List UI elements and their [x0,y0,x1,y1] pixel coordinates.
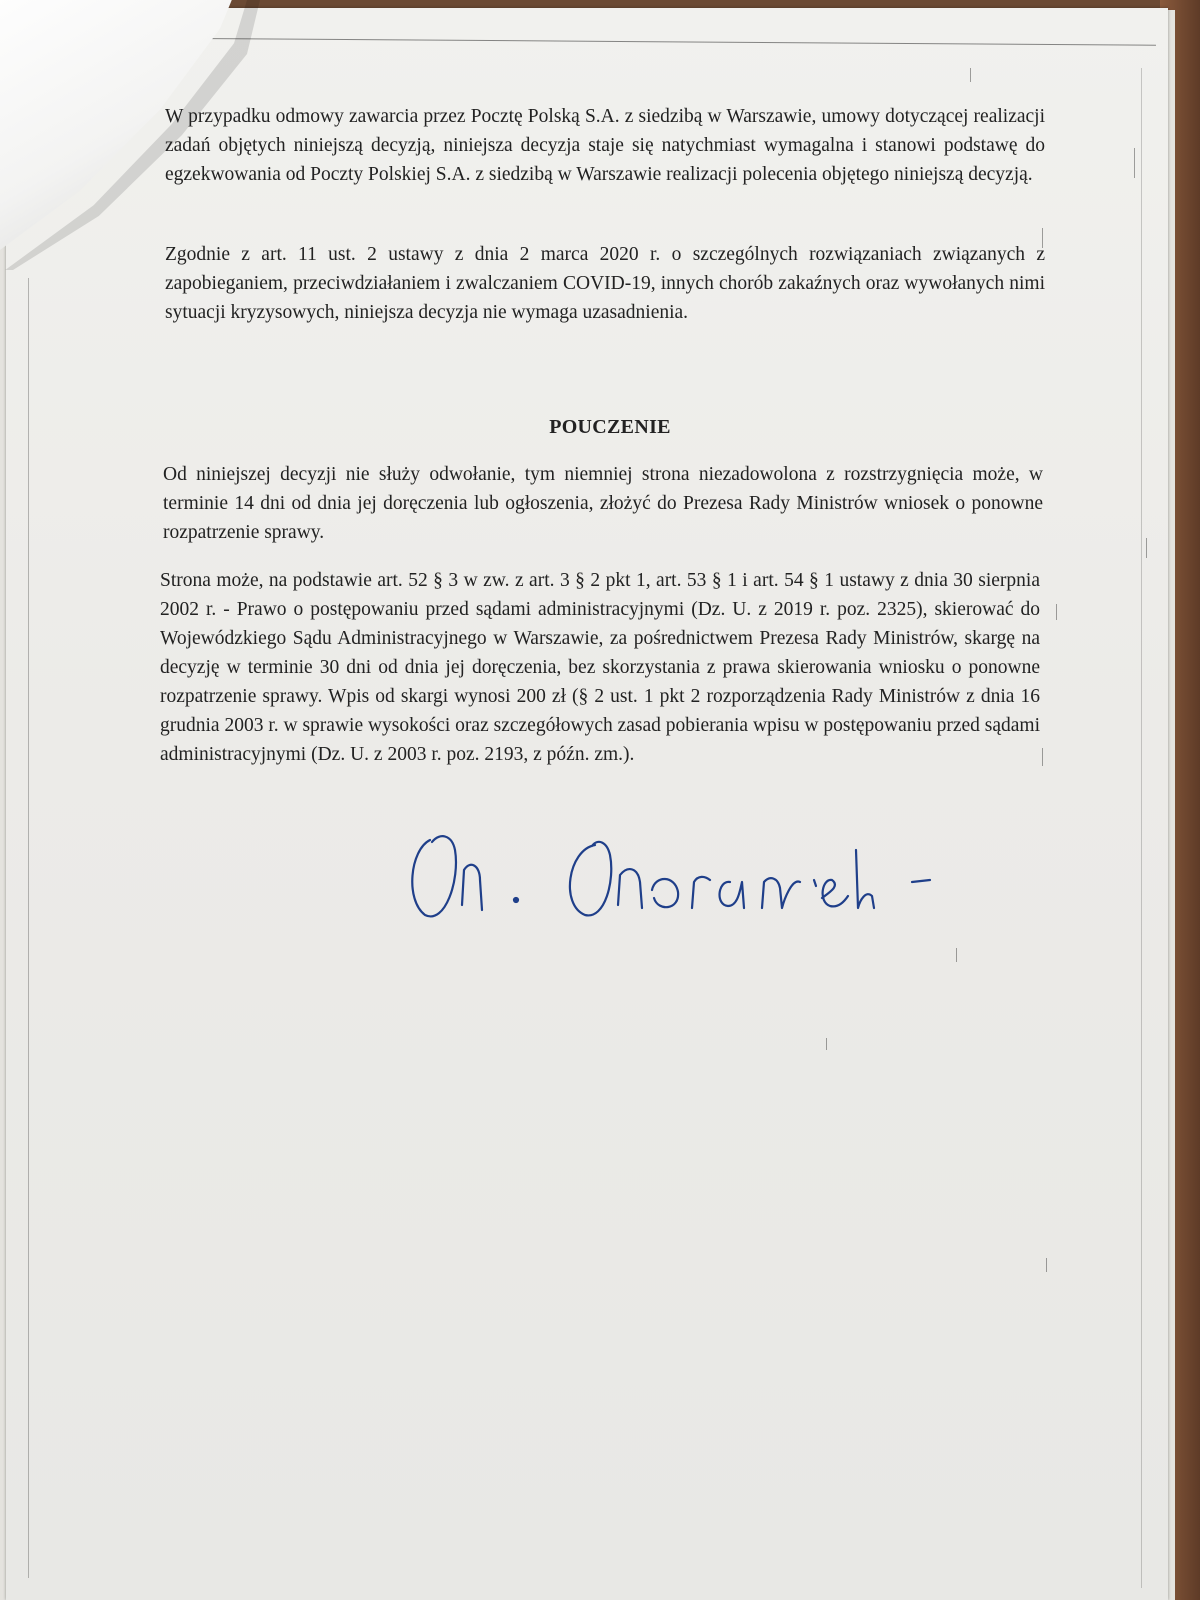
section-heading: POUCZENIE [549,416,671,438]
paragraph-text: Zgodnie z art. 11 ust. 2 ustawy z dnia 2 marca 2020 r. o szczególnych rozwiązaniach związanych z zapobieganiem, przeciwdziałaniem i zwalczaniem COVID-19, innych chorób zakaźnych oraz wywołanych nimi sytuacji kryzysowych, niniejsza decyzja nie wymaga uzasadnienia. [165,244,1045,323]
ink-mark [1046,1258,1047,1272]
paragraph-zgodnie [165,240,1045,339]
paragraph-odwolanie [163,460,1043,559]
paragraph-skarga [160,566,1040,781]
ink-mark [1042,748,1043,766]
page-edge-line-left [28,278,29,1578]
page-fold-line [196,38,1156,46]
ink-mark [1134,148,1135,178]
ink-mark [970,68,971,82]
ink-mark [1056,604,1057,620]
paragraph-text: W przypadku odmowy zawarcia przez Pocztę Polską S.A. z siedzibą w Warszawie, umowy dotyczącej realizacji zadań objętych niniejszą decyzją, niniejsza decyzja staje się natychmiast wymagalna i stanowi podstawę do egzekwowania od Poczty Polskiej S.A. z siedzibą w Warszawie realizacji polecenia objętego niniejszą decyzją. [165,106,1045,185]
paragraph-text: Strona może, na podstawie art. 52 § 3 w zw. z art. 3 § 2 pkt 1, art. 53 § 1 i art. 54 § 1 ustawy z dnia 30 sierpnia 2002 r. - Prawo o postępowaniu przed sądami administracyjnymi (Dz. U. z 2019 r. poz. 2325), skierować do Wojewódzkiego Sądu Administracyjnego w Warszawie, za pośrednictwem Prezesa Rady Ministrów, skargę na decyzję w terminie 30 dni od dnia jej doręczenia, bez skorzystania z prawa skierowania wniosku o ponowne rozpatrzenie sprawy. Wpis od skargi wynosi 200 zł (§ 2 ust. 1 pkt 2 rozporządzenia Rady Ministrów z dnia 16 grudnia 2003 r. w sprawie wysokości oraz szczegółowych zasad pobierania wpisu w postępowaniu przed sądami administracyjnymi (Dz. U. z 2003 r. poz. 2193, z późn. zm.). [160,570,1040,765]
ink-mark [826,1038,827,1050]
paragraph-text: Od niniejszej decyzji nie służy odwołanie, tym niemniej strona niezadowolona z rozstrzygnięcia może, w terminie 14 dni od dnia jej doręczenia lub ogłoszenia, złożyć do Prezesa Rady Ministrów wniosek o ponowne rozpatrzenie sprawy. [163,464,1043,543]
ink-mark [956,948,957,962]
page-edge-line-right [1141,68,1142,1588]
paragraph-odmowa [165,102,1045,201]
ink-mark [1146,538,1147,558]
handwritten-signature-icon [400,820,1090,940]
